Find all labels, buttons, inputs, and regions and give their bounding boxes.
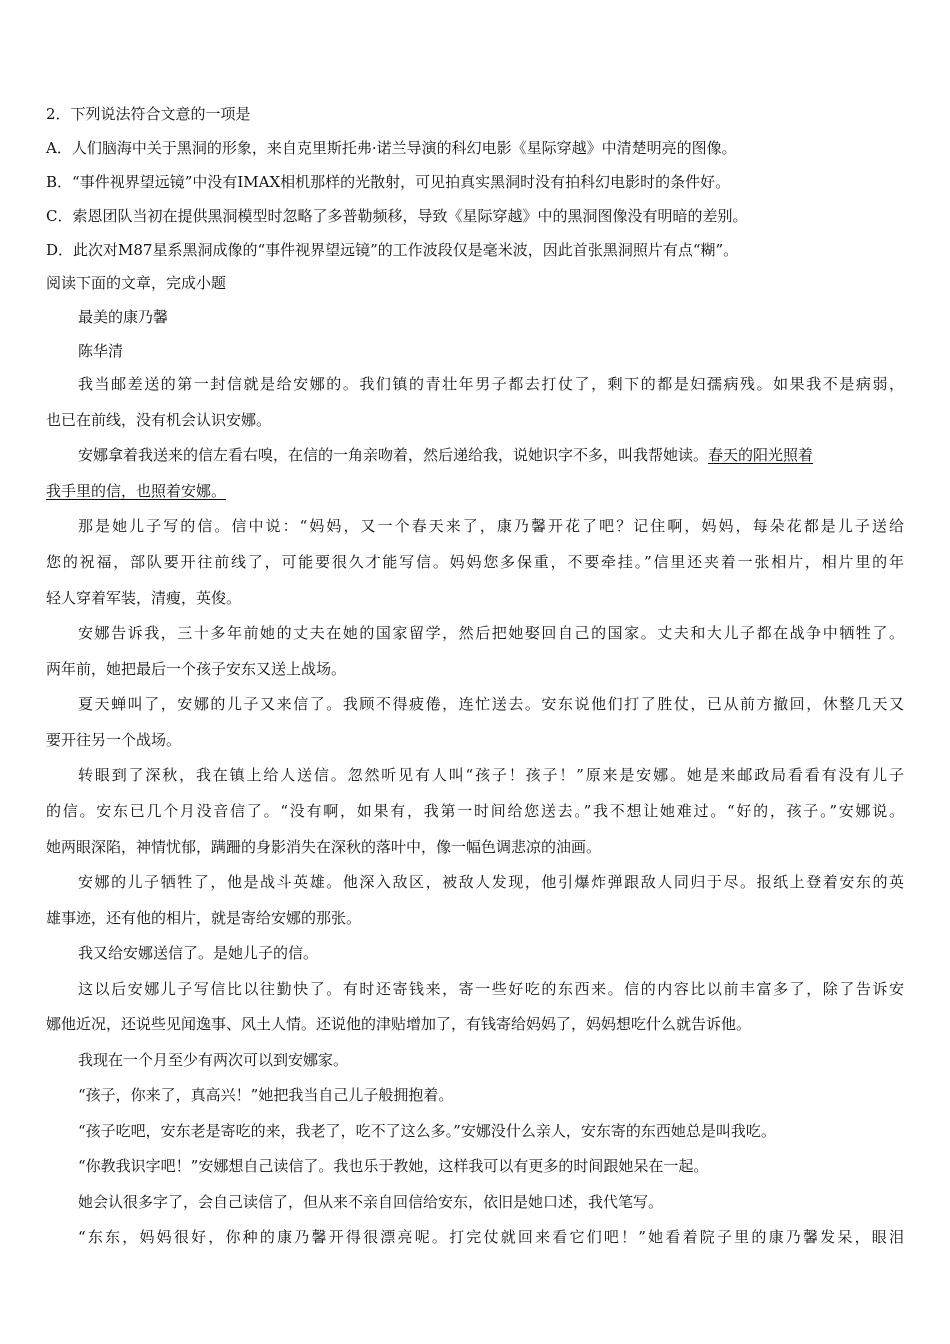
article-line: 要开往另一个战场。 [46, 731, 182, 749]
article-line: 您的祝福，部队要开往前线了，可能要很久才能写信。妈妈您多保重，不要牵挂。”信里还夹着一张相片，相片里的年 [46, 553, 904, 571]
article-line: 转眼到了深秋，我在镇上给人送信。忽然听见有人叫“孩子！孩子！”原来是安娜。她是来邮政局看看有没有儿子 [78, 766, 904, 784]
option-c: C．索恩团队当初在提供黑洞模型时忽略了多普勒频移，导致《星际穿越》中的黑洞图像没有明暗的差别。 [46, 207, 748, 225]
article-line: 这以后安娜儿子写信比以往勤快了。有时还寄钱来，寄一些好吃的东西来。信的内容比以前丰富多了，除了告诉安 [78, 980, 904, 998]
option-a: A．人们脑海中关于黑洞的形象，来自克里斯托弗·诺兰导演的科幻电影《星际穿越》中清楚明亮的图像。 [46, 139, 737, 157]
reading-instruction: 阅读下面的文章，完成小题 [46, 274, 227, 292]
article-line: 的信。安东已几个月没音信了。“没有啊，如果有，我第一时间给您送去。”我不想让她难过。“好的，孩子。”安娜说。 [46, 802, 904, 820]
article-line: 安娜告诉我，三十多年前她的丈夫在她的国家留学，然后把她娶回自己的国家。丈夫和大儿子都在战争中牺牲了。 [78, 624, 904, 642]
article-line: 雄事迹，还有他的相片，就是寄给安娜的那张。 [46, 909, 362, 927]
question-stem: 2．下列说法符合文意的一项是 [46, 105, 251, 123]
article-line: “孩子吃吧，安东老是寄吃的来，我老了，吃不了这么多。”安娜没什么亲人，安东寄的东西她总是叫我吃。 [78, 1122, 776, 1140]
article-line: 我又给安娜送信了。是她儿子的信。 [78, 944, 319, 962]
article-line: “孩子，你来了，真高兴！”她把我当自己儿子般拥抱着。 [78, 1086, 454, 1104]
article-line: “你教我识字吧！”安娜想自己读信了。我也乐于教她，这样我可以有更多的时间跟她呆在一起。 [78, 1157, 709, 1175]
article-line: 也已在前线，没有机会认识安娜。 [46, 411, 272, 429]
option-b: B．“事件视界望远镜”中没有IMAX相机那样的光散射，可见拍真实黑洞时没有拍科幻电影时的条件好。 [46, 173, 731, 191]
underlined-sentence: 春天的阳光照着 [708, 446, 814, 464]
article-line: 我现在一个月至少有两次可以到安娜家。 [78, 1051, 349, 1069]
option-d: D．此次对M87星系黑洞成像的“事件视界望远镜”的工作波段仅是毫米波，因此首张黑洞照片有点“糊”。 [46, 241, 739, 259]
article-line: “东东，妈妈很好，你种的康乃馨开得很漂亮呢。打完仗就回来看它们吧！”她看着院子里的康乃馨发呆，眼泪 [78, 1228, 904, 1246]
article-line: 两年前，她把最后一个孩子安东又送上战场。 [46, 660, 347, 678]
article-line: 娜他近况，还说些见闻逸事、风土人情。还说他的津贴增加了，有钱寄给妈妈了，妈妈想吃什么就告诉他。 [46, 1015, 752, 1033]
article-line: 夏天蝉叫了，安娜的儿子又来信了。我顾不得疲倦，连忙送去。安东说他们打了胜仗，已从前方撤回，休整几天又 [78, 695, 904, 713]
article-line-text: 安娜拿着我送来的信左看右嗅，在信的一角亲吻着，然后递给我，说她识字不多，叫我帮她读。 [78, 446, 709, 464]
article-line [78, 445, 904, 465]
article-line: 那是她儿子写的信。信中说：“妈妈，又一个春天来了，康乃馨开花了吧？记住啊，妈妈，每朵花都是儿子送给 [78, 517, 904, 535]
article-line: 她会认很多字了，会自己读信了，但从来不亲自回信给安东，依旧是她口述，我代笔写。 [78, 1193, 664, 1211]
article-title: 最美的康乃馨 [78, 308, 169, 326]
article-line: 她两眼深陷，神情忧郁，蹒跚的身影消失在深秋的落叶中，像一幅色调悲凉的油画。 [46, 838, 602, 856]
article-line: 轻人穿着军装，清瘦，英俊。 [46, 589, 242, 607]
article-author: 陈华清 [78, 342, 124, 360]
article-line: 安娜的儿子牺牲了，他是战斗英雄。他深入敌区，被敌人发现，他引爆炸弹跟敌人同归于尽。报纸上登着安东的英 [78, 873, 904, 891]
article-line: 我当邮差送的第一封信就是给安娜的。我们镇的青壮年男子都去打仗了，剩下的都是妇孺病残。如果我不是病弱， [78, 375, 904, 393]
underlined-sentence-continued: 我手里的信，也照着安娜。 [46, 482, 227, 500]
